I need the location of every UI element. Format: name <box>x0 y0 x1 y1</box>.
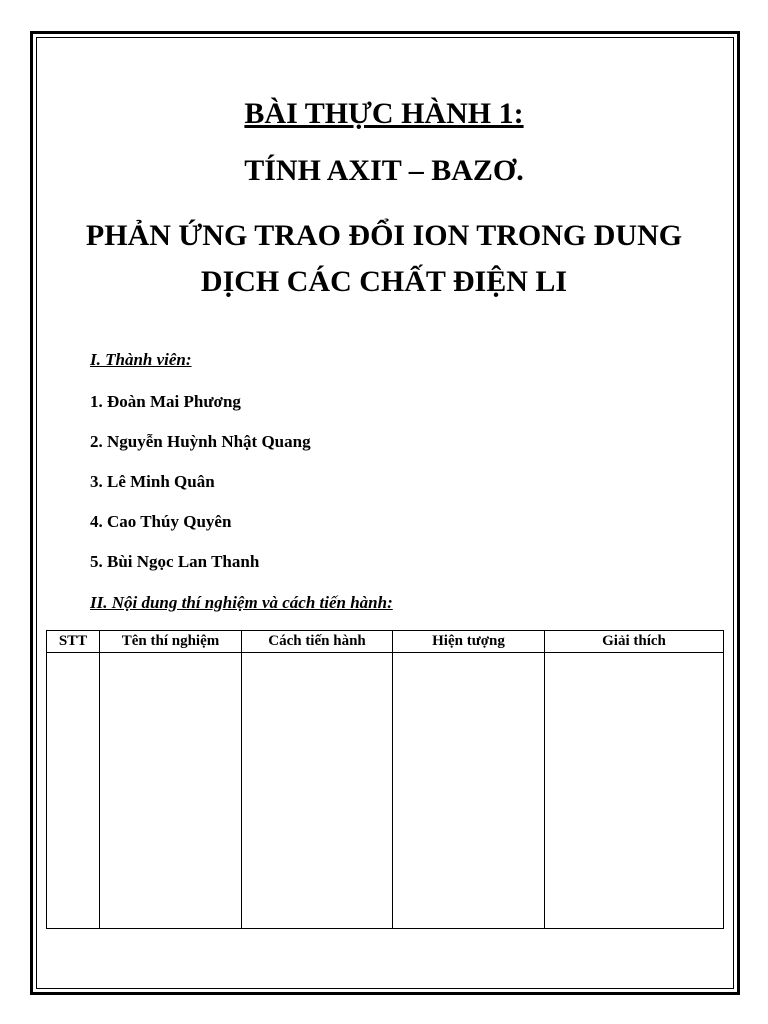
member-item: 3. Lê Minh Quân <box>90 472 215 491</box>
table-cell-stt <box>47 653 100 929</box>
column-header-explanation: Giải thích <box>545 631 724 653</box>
table-row <box>47 653 724 929</box>
table-cell-procedure <box>242 653 393 929</box>
member-item: 4. Cao Thúy Quyên <box>90 512 232 531</box>
experiments-heading: II. Nội dung thí nghiệm và cách tiến hành: <box>90 593 393 612</box>
table-cell-experiment-name <box>100 653 242 929</box>
column-header-procedure: Cách tiến hành <box>242 631 393 653</box>
member-item: 2. Nguyễn Huỳnh Nhật Quang <box>90 432 311 451</box>
doc-title-acid-base: TÍNH AXIT – BAZƠ. <box>244 154 524 187</box>
member-item: 5. Bùi Ngọc Lan Thanh <box>90 552 260 571</box>
doc-title-ion-exchange: PHẢN ỨNG TRAO ĐỔI ION TRONG DUNG DỊCH CÁC CHẤT ĐIỆN LI <box>85 219 683 298</box>
doc-title-practice: BÀI THỰC HÀNH 1: <box>244 97 524 130</box>
table-cell-explanation <box>545 653 724 929</box>
column-header-experiment-name: Tên thí nghiệm <box>100 631 242 653</box>
members-heading: I. Thành viên: <box>90 350 192 369</box>
column-header-stt: STT <box>47 631 100 653</box>
member-item: 1. Đoàn Mai Phương <box>90 392 241 411</box>
table-cell-phenomenon <box>393 653 545 929</box>
experiment-table <box>46 630 724 929</box>
column-header-phenomenon: Hiện tượng <box>393 631 545 653</box>
table-header-row <box>47 631 724 653</box>
